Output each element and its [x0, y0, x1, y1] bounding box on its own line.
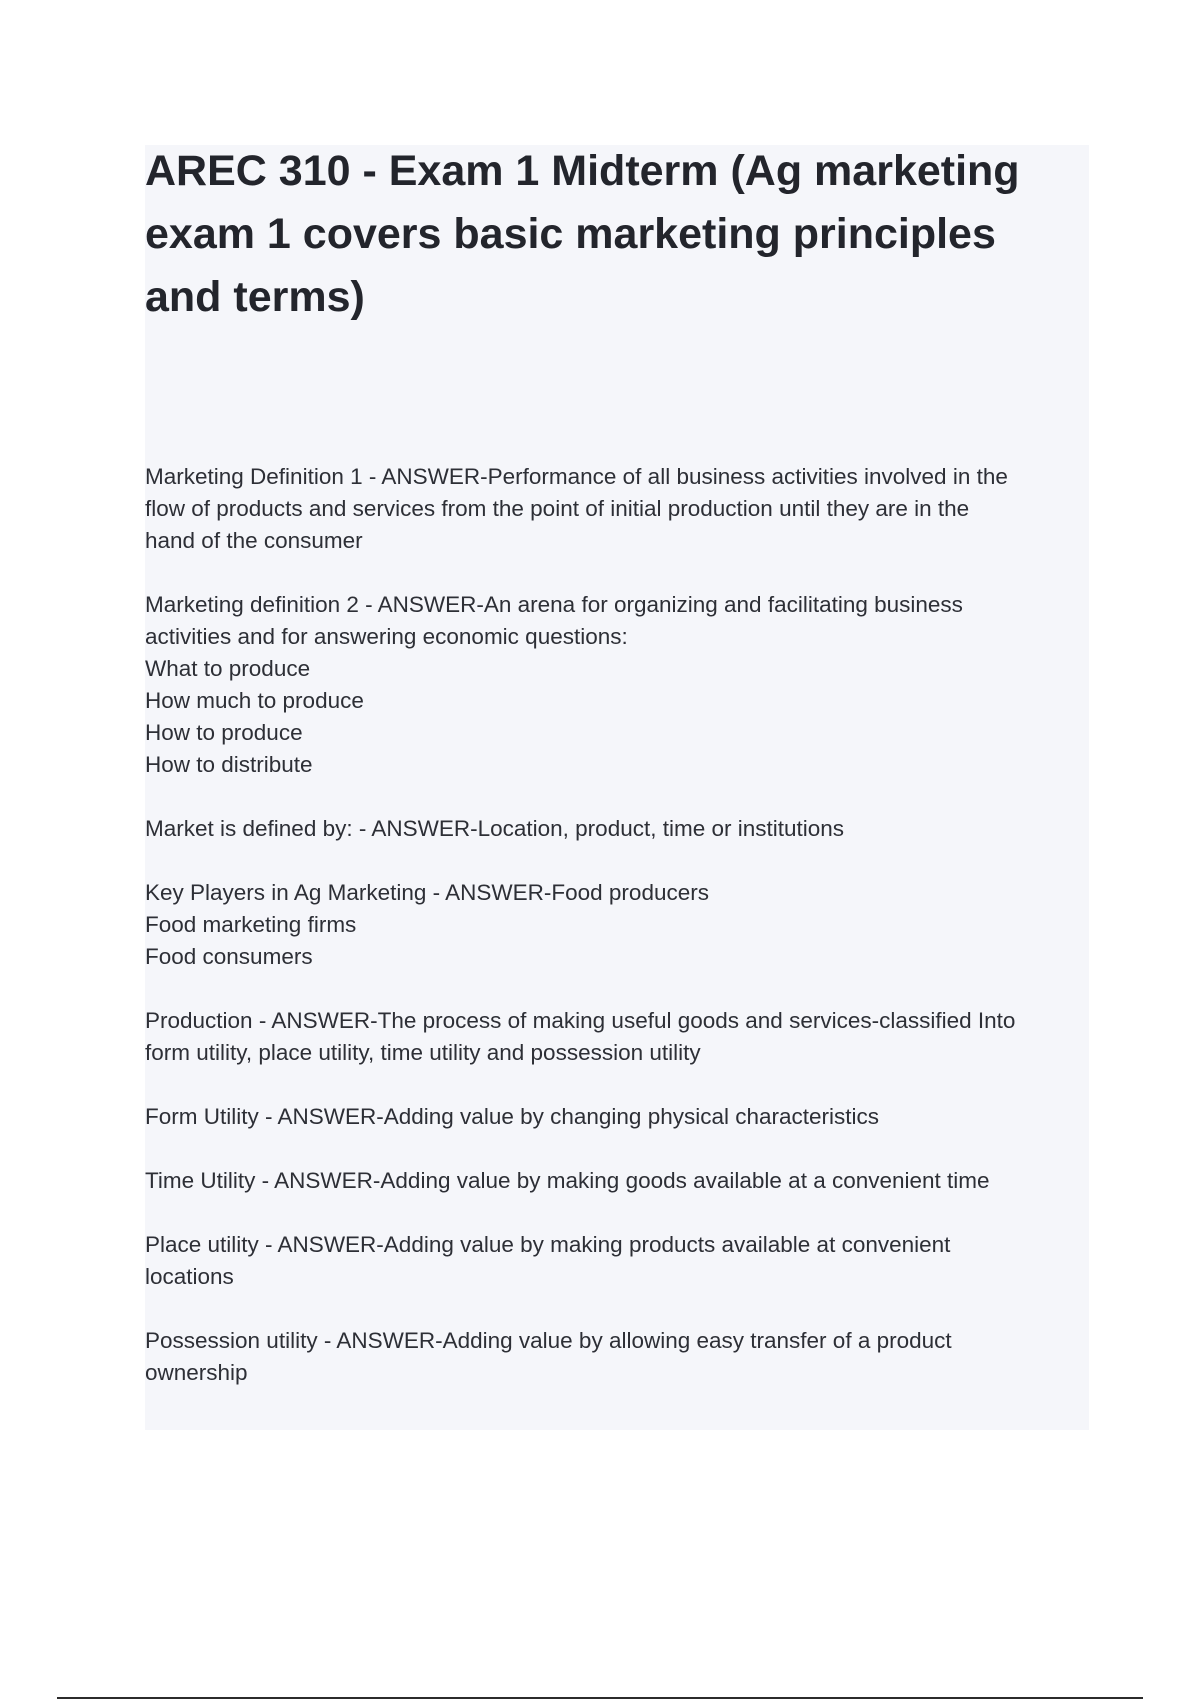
- entry-line: flow of products and services from the point of initial production until they are in the: [145, 496, 970, 521]
- entry-line: hand of the consumer: [145, 528, 363, 553]
- title-line: exam 1 covers basic marketing principles: [145, 210, 996, 258]
- entry-line: Food marketing firms: [145, 912, 357, 937]
- entry-line: Form Utility - ANSWER-Adding value by changing physical characteristics: [145, 1104, 880, 1129]
- entry-line: Place utility - ANSWER-Adding value by making products available at convenient: [145, 1232, 951, 1257]
- entry-line: How to produce: [145, 720, 303, 745]
- qa-entry-place-utility: [145, 1229, 1089, 1293]
- title-line: AREC 310 - Exam 1 Midterm (Ag marketing: [145, 147, 1020, 195]
- entry-line: ownership: [145, 1360, 248, 1385]
- entry-line: Key Players in Ag Marketing - ANSWER-Food producers: [145, 880, 709, 905]
- qa-entry-marketing-definition-2: [145, 589, 1089, 781]
- document-title: [145, 140, 1085, 329]
- page-bottom-rule: [57, 1697, 1143, 1699]
- qa-entry-time-utility: [145, 1165, 1089, 1197]
- qa-list: [145, 461, 1089, 1421]
- entry-line: Possession utility - ANSWER-Adding value by allowing easy transfer of a product: [145, 1328, 952, 1353]
- entry-line: How much to produce: [145, 688, 364, 713]
- entry-line: Food consumers: [145, 944, 313, 969]
- entry-line: Time Utility - ANSWER-Adding value by making goods available at a convenient time: [145, 1168, 990, 1193]
- qa-entry-market-defined: [145, 813, 1089, 845]
- entry-line: Market is defined by: - ANSWER-Location, product, time or institutions: [145, 816, 845, 841]
- entry-line: How to distribute: [145, 752, 313, 777]
- entry-line: activities and for answering economic questions:: [145, 624, 628, 649]
- title-line: and terms): [145, 273, 365, 321]
- entry-line: Marketing definition 2 - ANSWER-An arena for organizing and facilitating business: [145, 592, 963, 617]
- qa-entry-marketing-definition-1: [145, 461, 1089, 557]
- qa-entry-production: [145, 1005, 1089, 1069]
- entry-line: form utility, place utility, time utility and possession utility: [145, 1040, 701, 1065]
- qa-entry-key-players: [145, 877, 1089, 973]
- entry-line: Marketing Definition 1 - ANSWER-Performance of all business activities involved in the: [145, 464, 1008, 489]
- entry-line: Production - ANSWER-The process of making useful goods and services-classified Into: [145, 1008, 1016, 1033]
- qa-entry-form-utility: [145, 1101, 1089, 1133]
- qa-entry-possession-utility: [145, 1325, 1089, 1389]
- entry-line: What to produce: [145, 656, 311, 681]
- entry-line: locations: [145, 1264, 234, 1289]
